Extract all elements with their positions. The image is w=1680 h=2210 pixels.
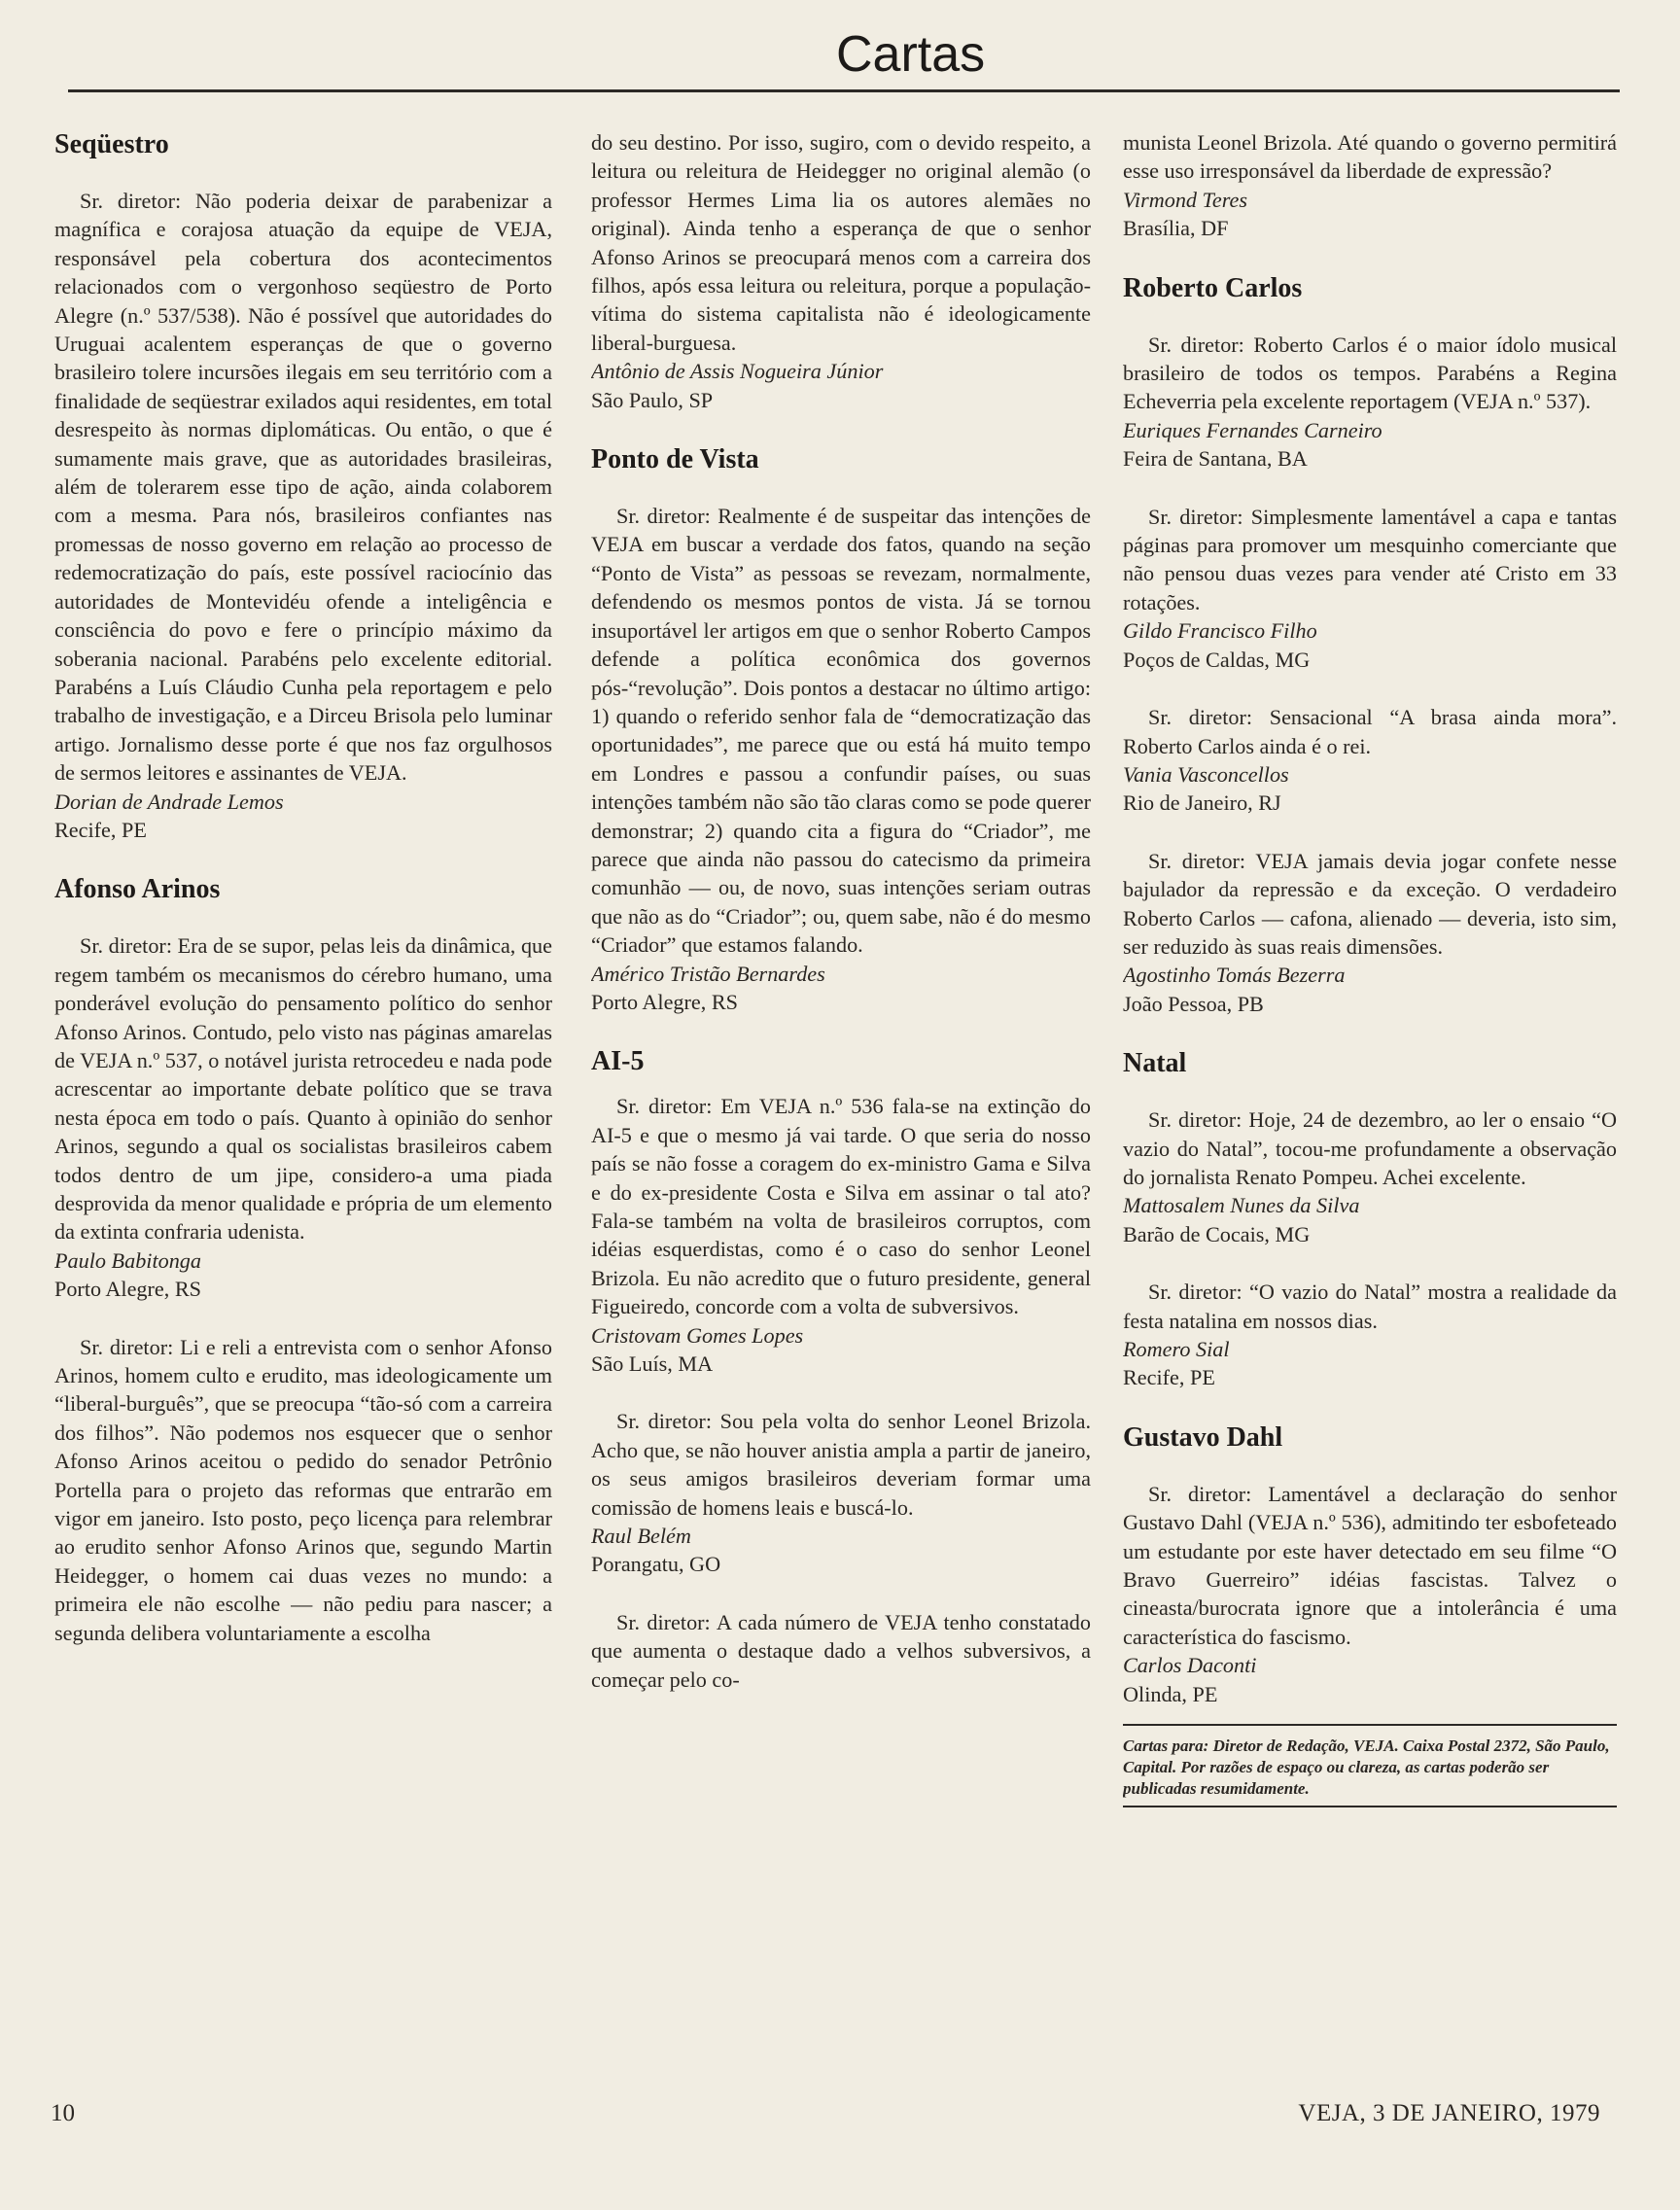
letter-body: Sr. diretor: Lamentável a declaração do senhor Gustavo Dahl (VEJA n.º 536), admitindo ter esbofeteado um estudante por este haver detectado em seu filme “O Bravo Guerreiro” idéias fascistas. Talvez o cineasta/burocrata ignore que a intolerância é uma característica do fascismo. xyxy=(1123,1481,1617,1649)
letter-body: Sr. diretor: Sou pela volta do senhor Leonel Brizola. Acho que, se não houver anistia ampla a partir de janeiro, os seus amigos brasileiros deveriam formar uma comissão de homens leais e buscá-lo. xyxy=(591,1409,1091,1520)
letter-body: Sr. diretor: Simplesmente lamentável a capa e tantas páginas para promover um mesquinho comerciante que não pensou duas vezes para vender até Cristo em 33 rotações. xyxy=(1123,504,1617,614)
section-heading-roberto-carlos: Roberto Carlos xyxy=(1123,272,1303,303)
letter-body: Sr. diretor: VEJA jamais devia jogar confete nesse bajulador da repressão e da exceção. O verdadeiro Roberto Carlos — cafona, alienado — deveria, isto sim, ser reduzido às suas reais dimensões. xyxy=(1123,848,1617,959)
letter-author: Euriques Fernandes Carneiro xyxy=(1123,417,1382,442)
section-heading-gustavo-dahl: Gustavo Dahl xyxy=(1123,1421,1283,1453)
letter-author: Cristovam Gomes Lopes xyxy=(591,1322,804,1348)
letter-location: Porto Alegre, RS xyxy=(54,1277,201,1302)
letter-author: Mattosalem Nunes da Silva xyxy=(1123,1193,1360,1218)
letter-body: Sr. diretor: Roberto Carlos é o maior ídolo musical brasileiro de todos os tempos. Parabéns a Regina Echeverria pela excelente reportagem (VEJA n.º 537). xyxy=(1123,332,1617,414)
column-1 xyxy=(54,128,552,2083)
letter-author: Virmond Teres xyxy=(1123,187,1247,212)
letter-body: Sr. diretor: Em VEJA n.º 536 fala-se na extinção do AI-5 e que o mesmo já vai tarde. O que seria do nosso país se não fosse a coragem do ex-ministro Gama e Silva e do ex-presidente Costa e Silva em assinar o tal ato? Fala-se também na volta de brasileiros corruptos, com idéias esquerdistas, como é o caso do senhor Leonel Brizola. Eu não acredito que o futuro presidente, general Figueiredo, concorde com a volta de subversivos. xyxy=(591,1094,1091,1319)
letter-location: Porangatu, GO xyxy=(591,1552,721,1577)
issue-date: VEJA, 3 DE JANEIRO, 1979 xyxy=(1298,2100,1600,2126)
section-heading-ponto-de-vista: Ponto de Vista xyxy=(591,444,759,475)
letter-body: Sr. diretor: Li e reli a entrevista com o senhor Afonso Arinos, homem culto e erudito, mas ideologicamente um “liberal-burguês”, que se preocupa “tão-só com a carreira dos filhos”. Não podemos nos esquecer que o senhor Afonso Arinos aceitou o pedido do senador Petrônio Portella para o projeto das reformas que entrarão em vigor em janeiro. Isto posto, peço licença para relembrar ao erudito senhor Afonso Arinos que, segundo Martin Heidegger, o homem cai duas vezes no mundo: a primeira ele não escolhe — não pediu para nascer; a segunda delibera voluntariamente a escolha xyxy=(54,1334,552,1645)
letter-location: Recife, PE xyxy=(54,817,147,842)
letter-author: Dorian de Andrade Lemos xyxy=(54,789,284,814)
letter-location: Feira de Santana, BA xyxy=(1123,446,1308,472)
letter-author: Antônio de Assis Nogueira Júnior xyxy=(591,359,884,384)
letter-author: Agostinho Tomás Bezerra xyxy=(1123,963,1346,988)
page-number: 10 xyxy=(51,2100,75,2126)
section-heading-natal: Natal xyxy=(1123,1048,1187,1079)
letter-author: Paulo Babitonga xyxy=(54,1247,201,1273)
letter-location: Olinda, PE xyxy=(1123,1681,1218,1706)
column-3 xyxy=(1123,128,1617,2083)
letter-location: Barão de Cocais, MG xyxy=(1123,1221,1311,1246)
letter-location: Porto Alegre, RS xyxy=(591,989,738,1014)
letter-body: Sr. diretor: Era de se supor, pelas leis da dinâmica, que regem também os mecanismos do cérebro humano, uma ponderável evolução do pensamento político do senhor Afonso Arinos. Contudo, pelo visto nas páginas amarelas de VEJA n.º 537, o notável jurista retrocedeu e nada pode acrescentar ao importante debate político que se trava nesta época em todo o país. Quanto à opinião do senhor Arinos, segundo a qual os socialistas brasileiros cabem todos dentro de um jipe, considero-a uma piada desprovida da menor qualidade e própria de um elemento da extinta confraria udenista. xyxy=(54,933,552,1245)
letter-body: Sr. diretor: Sensacional “A brasa ainda mora”. Roberto Carlos ainda é o rei. xyxy=(1123,705,1617,758)
letter-location: Poços de Caldas, MG xyxy=(1123,647,1311,672)
header-rule xyxy=(68,89,1620,92)
section-heading-sequestro: Seqüestro xyxy=(54,129,169,159)
letter-location: Recife, PE xyxy=(1123,1365,1215,1390)
letter-body: Sr. diretor: Não poderia deixar de parabenizar a magnífica e corajosa atuação da equipe de VEJA, responsável pela cobertura dos acontecimentos relacionados com o vergonhoso seqüestro de Porto Alegre (n.º 537/538). Não é possível que autoridades do Uruguai acalentem esperanças de que o governo brasileiro tolere incursões ilegais em seu território com a finalidade de seqüestrar exilados aqui residentes, em total desrespeito às normas diplomáticas. Ou então, o que é sumamente mais grave, que as autoridades brasileiras, além de tolerarem esse tipo de ação, ainda colaborem com a mesma. Para nós, brasileiros confiantes nas promessas de nosso governo em relação ao processo de redemocratização do país, este possível raciocínio das autoridades de Montevidéu ofende a inteligência e consciência do povo e fere o princípio máximo da soberania nacional. Parabéns pelo excelente editorial. Parabéns a Luís Cláudio Cunha pela reportagem e pelo trabalho de investigação, e a Dirceu Brisola pelo luminar artigo. Jornalismo desse porte é que nos faz orgulhosos de sermos leitores e assinantes de VEJA. xyxy=(54,189,552,786)
letter-location: São Luís, MA xyxy=(591,1351,714,1377)
column-2 xyxy=(591,128,1091,2083)
submission-note: Cartas para: Diretor de Redação, VEJA. Caixa Postal 2372, São Paulo, Capital. Por razões de espaço ou clareza, as cartas poderão ser publicadas resumidamente. xyxy=(1123,1724,1617,1807)
letter-body: Sr. diretor: Realmente é de suspeitar das intenções de VEJA em buscar a verdade dos fatos, quando na seção “Ponto de Vista” as pessoas se revezam, normalmente, defendendo os mesmos pontos de vista. Já se tornou insuportável ler artigos em que o senhor Roberto Campos defende a política econômica dos governos pós-“revolução”. Dois pontos a destacar no último artigo: 1) quando o referido senhor fala de “democratização das oportunidades”, me parece que ou está há muito tempo em Londres e passou a confundir países, ou suas intenções também não são tão claras como se pode querer demonstrar; 2) quando cita a figura do “Criador”, me parece que ainda não passou do catecismo da primeira comunhão — ou, de novo, suas intenções seriam outras que não as do “Criador”; ou, quem sabe, não é do mesmo “Criador” que estamos falando. xyxy=(591,504,1091,958)
letter-body: Sr. diretor: Hoje, 24 de dezembro, ao ler o ensaio “O vazio do Natal”, tocou-me profundamente a observação do jornalista Renato Pompeu. Achei excelente. xyxy=(1123,1107,1617,1189)
section-heading-afonso-arinos: Afonso Arinos xyxy=(54,874,221,905)
letter-author: Vania Vasconcellos xyxy=(1123,761,1289,787)
letter-location: São Paulo, SP xyxy=(591,387,714,412)
section-heading-ai5: AI-5 xyxy=(591,1046,645,1077)
letter-author: Gildo Francisco Filho xyxy=(1123,618,1317,644)
page-header xyxy=(68,18,1620,95)
letter-body: Sr. diretor: “O vazio do Natal” mostra a realidade da festa natalina em nossos dias. xyxy=(1123,1280,1617,1333)
letter-body-continued: do seu destino. Por isso, sugiro, com o devido respeito, a leitura ou releitura de Heidegger no original alemão (o professor Hermes Lima lia os autores alemães no original). Ainda tenho a esperança de que o senhor Afonso Arinos se preocupará menos com a carreira dos filhos, após essa leitura ou releitura, porque a população-vítima do sistema capitalista não é ideologicamente liberal-burguesa. xyxy=(591,130,1091,355)
letter-location: Rio de Janeiro, RJ xyxy=(1123,790,1281,816)
letter-author: Carlos Daconti xyxy=(1123,1653,1257,1678)
letters-columns xyxy=(0,128,1680,2083)
letter-location: Brasília, DF xyxy=(1123,216,1229,241)
section-title: Cartas xyxy=(836,26,986,83)
letter-body: Sr. diretor: A cada número de VEJA tenho constatado que aumenta o destaque dado a velhos subversivos, a começar pelo co- xyxy=(591,1609,1091,1692)
letter-author: Raul Belém xyxy=(591,1524,691,1549)
letter-author: Américo Tristão Bernardes xyxy=(591,961,825,986)
letter-body-continued: munista Leonel Brizola. Até quando o governo permitirá esse uso irresponsável da liberdade de expressão? xyxy=(1123,130,1617,184)
letter-author: Romero Sial xyxy=(1123,1337,1230,1361)
letter-location: João Pessoa, PB xyxy=(1123,991,1264,1016)
